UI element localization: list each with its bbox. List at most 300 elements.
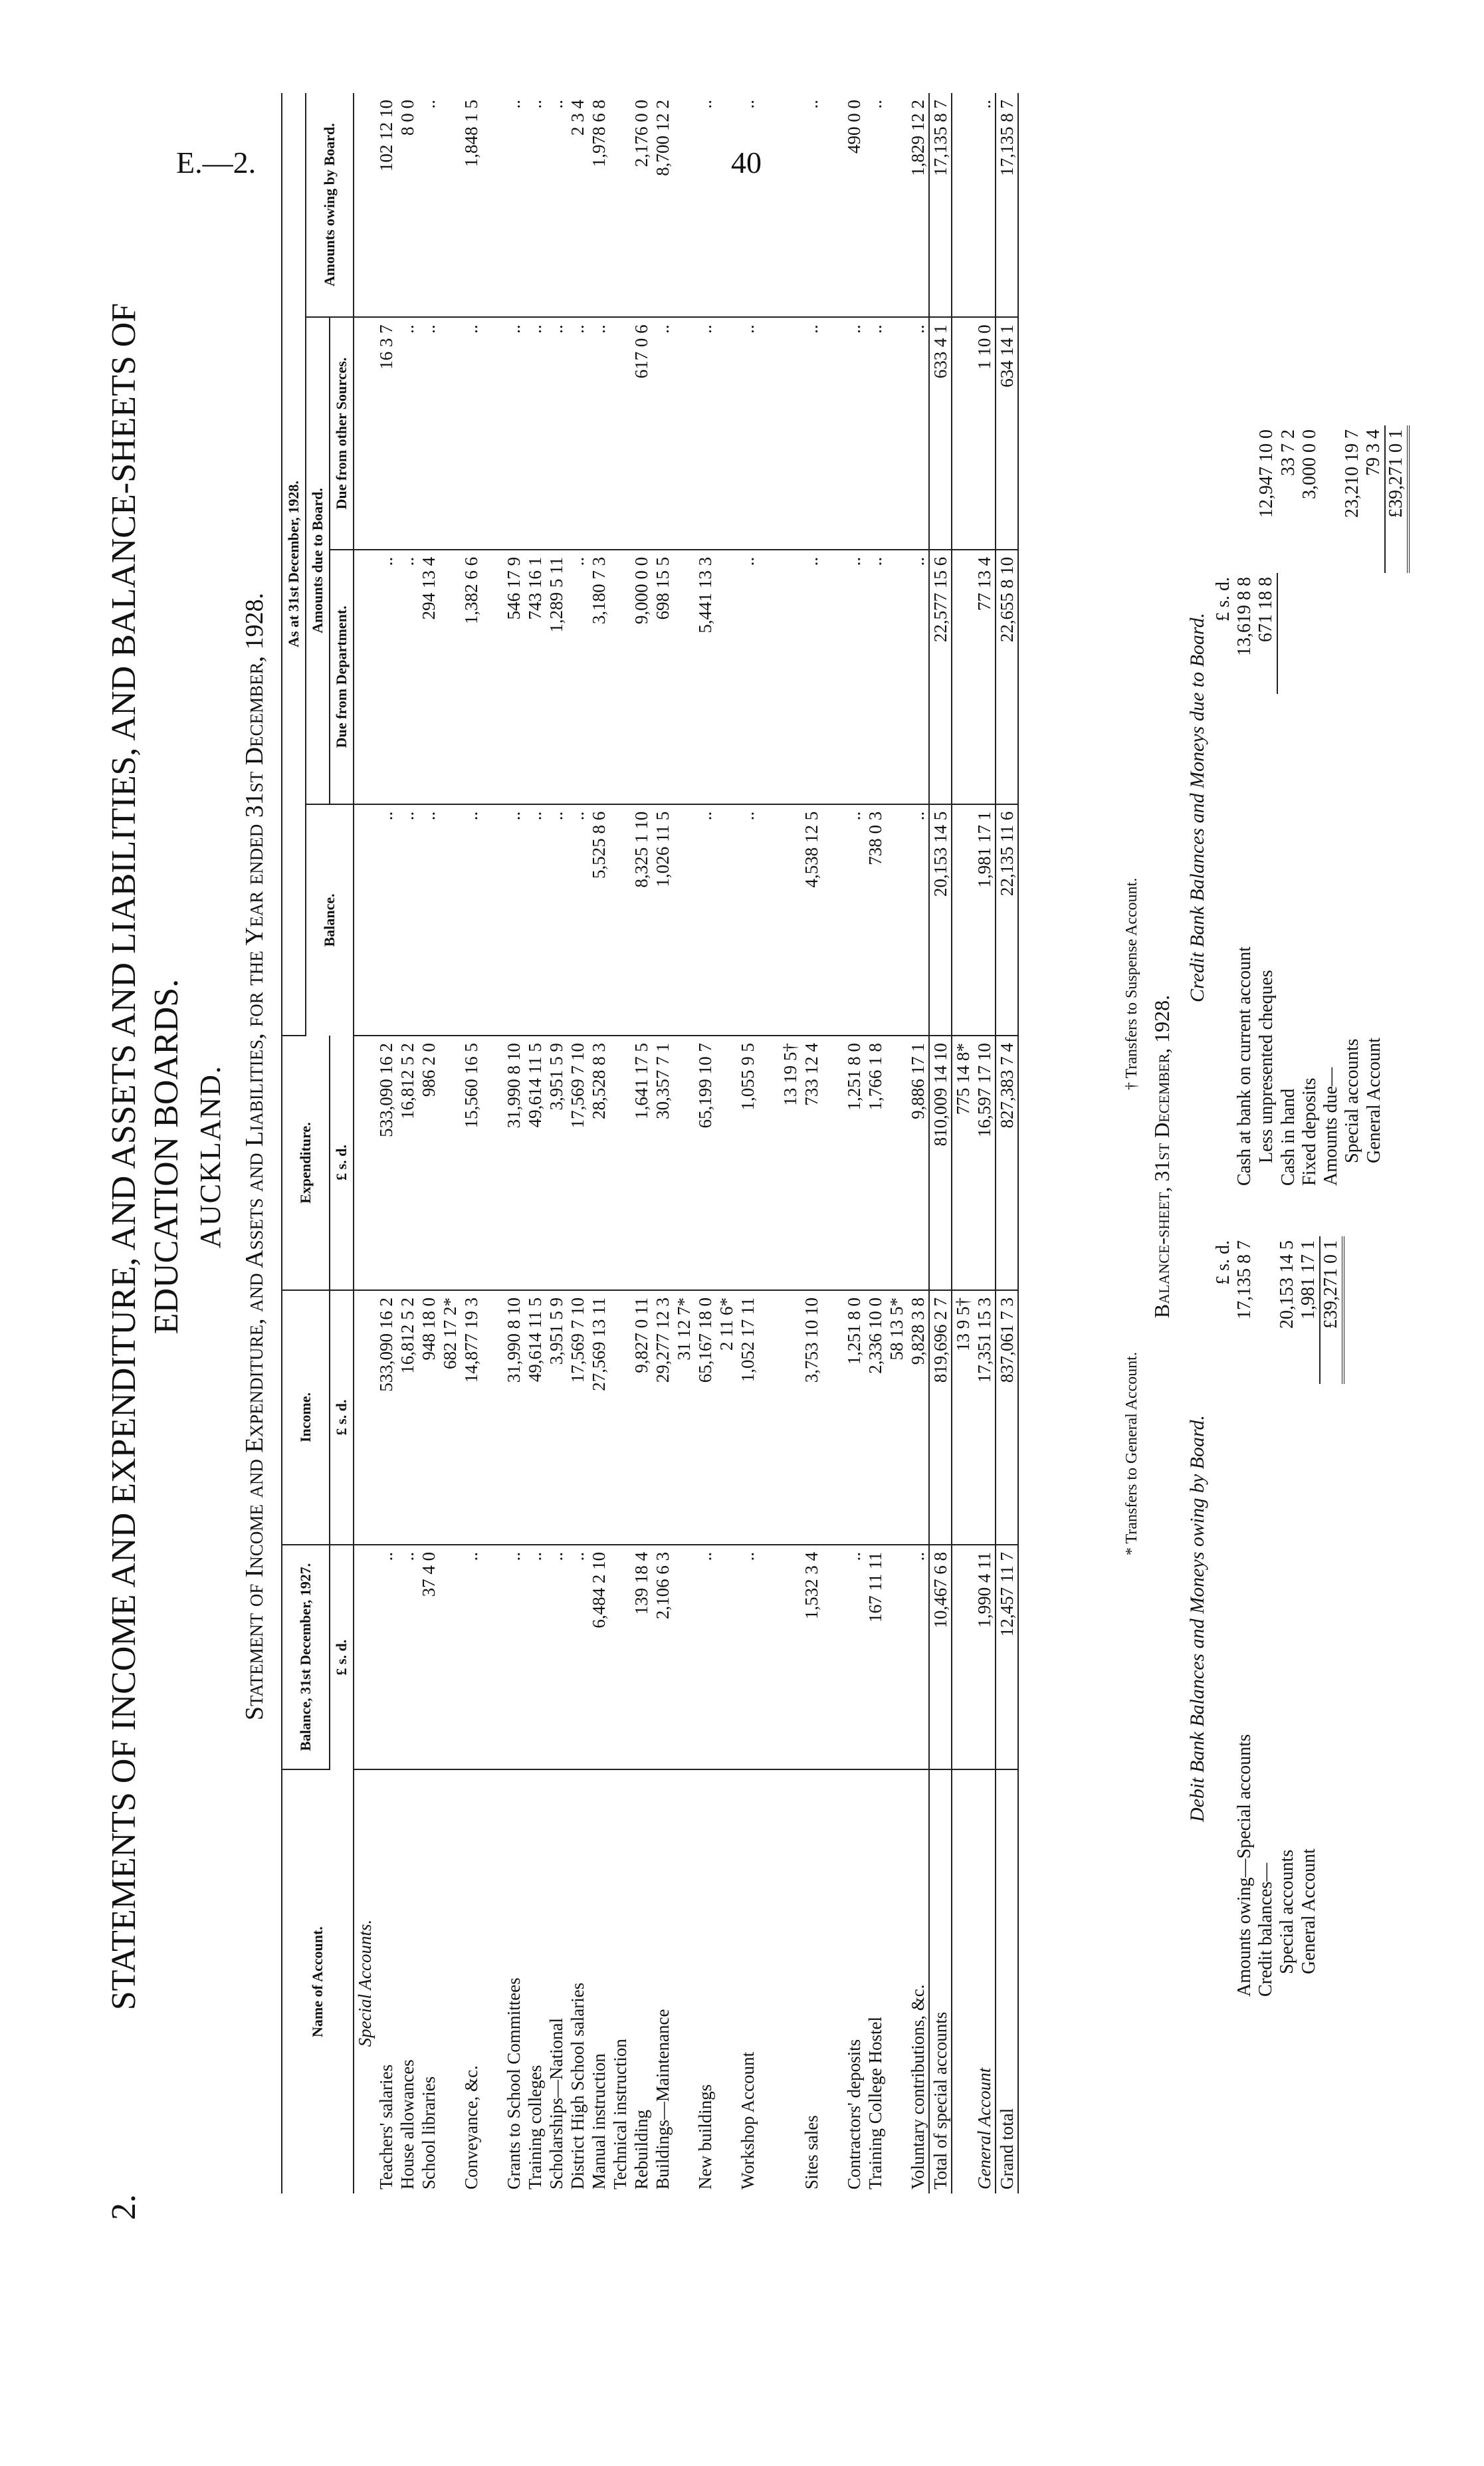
credit-total-row (1385, 425, 1408, 1190)
credit-subamount: 13,619 8 8 (1234, 577, 1255, 656)
cell-b27 (886, 1545, 907, 1769)
cell-dept (716, 550, 737, 804)
debit-amount (1255, 1236, 1277, 1384)
account-name: General Account (974, 2067, 994, 2189)
col-owing-by-board: Amounts owing by Board. (306, 93, 354, 317)
cell-b27: 167 11 11 (865, 1545, 886, 1769)
table-row (929, 93, 952, 2193)
col-name: Name of Account. (282, 1769, 354, 2193)
cell-inc: 16,812 5 2 (397, 1290, 418, 1545)
account-name (439, 1769, 461, 2193)
cell-inc: 31,990 8 10 (503, 1290, 524, 1545)
balance-sheet-debit (1186, 1236, 1344, 2001)
account-name: Rebuilding (631, 2110, 651, 2189)
cell-inc: 1,251 8 0 (843, 1290, 865, 1545)
cell-dept: 294 13 4 (418, 550, 439, 804)
account-name (952, 1769, 974, 2193)
cell-dept: 1,289 5 11 (546, 550, 567, 804)
debit-units: £ s. d. (1213, 1240, 1233, 1285)
cell-exp: 1,055 9 5 (737, 1036, 758, 1290)
page-number: 40 (731, 146, 762, 179)
cell-other: .. (843, 317, 865, 550)
cell-b27 (716, 1545, 737, 1769)
cell-other (886, 317, 907, 550)
col-balance: Balance. (306, 804, 354, 1036)
table-row (996, 93, 1018, 2193)
cell-dept (780, 550, 801, 804)
cell-inc: 9,828 3 8 (907, 1290, 929, 1545)
cell-exp: 13 19 5† (780, 1036, 801, 1290)
cell-bal (716, 804, 737, 1036)
cell-b27: 1,990 4 11 (974, 1545, 996, 1769)
cell-exp (609, 1036, 631, 1290)
cell-owing: 8 0 0 (397, 93, 418, 317)
cell-exp: 1,641 17 5 (631, 1036, 652, 1290)
credit-line (1234, 425, 1255, 1190)
spacer-row (482, 93, 503, 2193)
cell-other: .. (737, 317, 758, 550)
cell-inc: 533,090 16 2 (375, 1290, 397, 1545)
cell-inc: 819,696 2 7 (929, 1290, 952, 1545)
title-line-2: EDUCATION BOARDS. (148, 978, 185, 1335)
table-row (567, 93, 588, 2193)
col-expenditure: Expenditure. (282, 1036, 330, 1290)
account-name: Buildings—Maintenance (652, 2009, 673, 2189)
cell-b27: 10,467 6 8 (929, 1545, 952, 1769)
cell-other: .. (801, 317, 822, 550)
cell-inc: 13 9 5† (952, 1290, 974, 1545)
cell-b27: .. (546, 1545, 567, 1769)
cell-owing: .. (737, 93, 758, 317)
cell-exp: 16,812 5 2 (397, 1036, 418, 1290)
account-name (673, 1769, 694, 2193)
account-name: Conveyance, &c. (461, 2065, 481, 2189)
cell-bal: 1,026 11 5 (652, 804, 673, 1036)
cell-inc: 31 12 7* (673, 1290, 694, 1545)
account-name: Voluntary contributions, &c. (907, 1984, 928, 2189)
cell-dept: 546 17 9 (503, 550, 524, 804)
cell-exp (439, 1036, 461, 1290)
col-as-at: As at 31st December, 1928. (282, 93, 306, 1036)
cell-b27: 6,484 2 10 (588, 1545, 609, 1769)
credit-subamount (1342, 573, 1363, 694)
cell-bal: .. (737, 804, 758, 1036)
cell-owing: .. (694, 93, 716, 317)
cell-inc: 948 18 0 (418, 1290, 439, 1545)
cell-b27: .. (737, 1545, 758, 1769)
cell-dept: 9,000 0 0 (631, 550, 652, 804)
cell-dept: 1,382 6 6 (461, 550, 482, 804)
debit-label: Special accounts (1277, 1849, 1297, 1974)
cell-inc: 49,614 11 5 (524, 1290, 546, 1545)
section-label: Special Accounts. (354, 1919, 375, 2047)
cell-dept: .. (375, 550, 397, 804)
cell-bal (952, 804, 974, 1036)
credit-subamount (1299, 573, 1321, 694)
cell-inc: 17,351 15 3 (974, 1290, 996, 1545)
spacer-row (758, 93, 780, 2193)
cell-dept: 22,577 15 6 (929, 550, 952, 804)
cell-bal: .. (567, 804, 588, 1036)
account-name: Training colleges (524, 2065, 545, 2189)
credit-line (1277, 425, 1299, 1190)
cell-exp: 49,614 11 5 (524, 1036, 546, 1290)
cell-exp: 30,357 7 1 (652, 1036, 673, 1290)
cell-b27 (780, 1545, 801, 1769)
cell-owing (780, 93, 801, 317)
credit-line (1255, 425, 1277, 1190)
balance-sheet-title: Balance-sheet, 31st December, 1928. (1150, 994, 1174, 1319)
table-row (439, 93, 461, 2193)
section-number: 2. (105, 2194, 143, 2220)
cell-other: .. (567, 317, 588, 550)
main-title (103, 93, 188, 2220)
accounts-table-body (354, 93, 1018, 2193)
credit-amount: 3,000 0 0 (1299, 429, 1320, 499)
cell-dept: 3,180 7 3 (588, 550, 609, 804)
cell-b27: .. (694, 1545, 716, 1769)
cell-dept: .. (865, 550, 886, 804)
credit-line (1363, 425, 1385, 1190)
cell-inc: 682 17 2* (439, 1290, 461, 1545)
credit-label: General Account (1363, 1038, 1384, 1163)
cell-bal: 8,325 1 10 (631, 804, 652, 1036)
cell-other (780, 317, 801, 550)
report-code: E.—2. (176, 146, 257, 179)
cell-bal: .. (843, 804, 865, 1036)
credit-amount: 79 3 4 (1363, 429, 1384, 476)
table-row (631, 93, 652, 2193)
table-row (609, 93, 631, 2193)
cell-inc: 1,052 17 11 (737, 1290, 758, 1545)
cell-other: .. (546, 317, 567, 550)
debit-label: Amounts owing—Special accounts (1234, 1734, 1255, 1997)
cell-owing: 2 3 4 (567, 93, 588, 317)
cell-other (716, 317, 737, 550)
cell-bal: 22,135 11 6 (996, 804, 1018, 1036)
cell-dept: .. (843, 550, 865, 804)
cell-owing: .. (974, 93, 996, 317)
cell-dept (952, 550, 974, 804)
cell-exp: 31,990 8 10 (503, 1036, 524, 1290)
cell-owing: .. (418, 93, 439, 317)
cell-b27 (609, 1545, 631, 1769)
cell-dept: 22,655 8 10 (996, 550, 1018, 804)
credit-amount (1234, 425, 1255, 573)
accounts-table (281, 93, 1019, 2193)
table-row (673, 93, 694, 2193)
debit-line (1255, 1236, 1277, 2001)
account-name: Total of special accounts (929, 1769, 952, 2193)
credit-units: £ s. d. (1213, 577, 1233, 621)
credit-label: Less unpresented cheques (1255, 970, 1277, 1163)
cell-owing (952, 93, 974, 317)
debit-label: Credit balances— (1255, 1862, 1276, 1997)
cell-owing (673, 93, 694, 317)
table-row (652, 93, 673, 2193)
cell-owing: 8,700 12 2 (652, 93, 673, 317)
debit-amount: 1,981 17 1 (1298, 1240, 1319, 1319)
table-row (524, 93, 546, 2193)
credit-subamount (1363, 573, 1385, 694)
account-name: Training College Hostel (865, 2017, 885, 2189)
cell-exp: 16,597 17 10 (974, 1036, 996, 1290)
cell-owing: 1,978 6 8 (588, 93, 609, 317)
account-name: Scholarships—National (546, 2018, 566, 2189)
account-name: Sites sales (801, 2115, 821, 2189)
cell-inc (780, 1290, 801, 1545)
rotated-page-content (103, 93, 1432, 2220)
col-income: Income. (282, 1290, 330, 1545)
credit-label: Amounts due— (1321, 1067, 1341, 1186)
cell-b27 (952, 1545, 974, 1769)
col-due-to-board: Amounts due to Board. (306, 317, 330, 804)
credit-amount: 23,210 19 7 (1342, 429, 1362, 518)
cell-owing: 102 12 10 (375, 93, 397, 317)
table-row (418, 93, 439, 2193)
cell-exp: 733 12 4 (801, 1036, 822, 1290)
cell-other: .. (397, 317, 418, 550)
account-name (716, 1769, 737, 2193)
cell-other: 1 10 0 (974, 317, 996, 550)
credit-line (1321, 425, 1342, 1190)
cell-exp: 1,766 1 8 (865, 1036, 886, 1290)
cell-inc: 14,877 19 3 (461, 1290, 482, 1545)
cell-inc: 837,061 7 3 (996, 1290, 1018, 1545)
cell-bal: .. (907, 804, 929, 1036)
cell-b27: 139 18 4 (631, 1545, 652, 1769)
cell-owing: 490 0 0 (843, 93, 865, 317)
cell-other: .. (461, 317, 482, 550)
cell-other: 633 4 1 (929, 317, 952, 550)
cell-dept: .. (567, 550, 588, 804)
cell-owing: .. (865, 93, 886, 317)
cell-owing: .. (801, 93, 822, 317)
account-name: Teachers' salaries (375, 2064, 396, 2189)
table-row (461, 93, 482, 2193)
footnote-dagger: † Transfers to Suspense Account. (1123, 877, 1140, 1090)
account-name: New buildings (694, 2084, 715, 2189)
account-name: Contractors' deposits (843, 2039, 864, 2189)
account-name: House allowances (397, 2059, 417, 2189)
cell-dept: 5,441 13 3 (694, 550, 716, 804)
table-row (952, 93, 974, 2193)
account-name (886, 1769, 907, 2193)
account-name: Manual instruction (588, 2053, 609, 2189)
debit-heading: Debit Bank Balances and Moneys owing by Board. (1186, 1414, 1208, 1823)
cell-dept: .. (737, 550, 758, 804)
table-row (716, 93, 737, 2193)
cell-inc: 2,336 10 0 (865, 1290, 886, 1545)
table-row (737, 93, 758, 2193)
cell-other: .. (865, 317, 886, 550)
account-name: Grand total (996, 1769, 1018, 2193)
table-row (588, 93, 609, 2193)
cell-b27: .. (907, 1545, 929, 1769)
cell-inc: 17,569 7 10 (567, 1290, 588, 1545)
cell-bal: .. (397, 804, 418, 1036)
cell-exp (716, 1036, 737, 1290)
cell-owing: .. (503, 93, 524, 317)
cell-exp: 3,951 5 9 (546, 1036, 567, 1290)
cell-other: .. (907, 317, 929, 550)
cell-dept: .. (397, 550, 418, 804)
credit-label: Special accounts (1342, 1038, 1362, 1163)
cell-bal (673, 804, 694, 1036)
region-title: AUCKLAND. (194, 1065, 227, 1248)
cell-inc: 58 13 5* (886, 1290, 907, 1545)
debit-table (1213, 1236, 1344, 2001)
cell-inc (609, 1290, 631, 1545)
cell-exp: 15,560 16 5 (461, 1036, 482, 1290)
credit-label: Fixed deposits (1299, 1077, 1320, 1186)
cell-owing: 1,829 12 2 (907, 93, 929, 317)
credit-amount (1321, 425, 1342, 573)
cell-exp: 65,199 10 7 (694, 1036, 716, 1290)
cell-bal: .. (418, 804, 439, 1036)
cell-other (439, 317, 461, 550)
cell-dept: 743 16 1 (524, 550, 546, 804)
cell-owing: .. (524, 93, 546, 317)
cell-owing: 17,135 8 7 (996, 93, 1018, 317)
credit-amount: 33 7 2 (1277, 429, 1299, 476)
cell-b27: .. (397, 1545, 418, 1769)
cell-bal: 20,153 14 5 (929, 804, 952, 1036)
credit-subamount (1321, 573, 1342, 694)
cell-owing (609, 93, 631, 317)
credit-label: Cash in hand (1277, 1088, 1299, 1186)
table-row (375, 93, 397, 2193)
credit-label: Cash at bank on current account (1234, 947, 1255, 1186)
cell-other: 16 3 7 (375, 317, 397, 550)
cell-bal (886, 804, 907, 1036)
cell-other: .. (524, 317, 546, 550)
cell-dept (673, 550, 694, 804)
units-b27: £ s. d. (330, 1545, 354, 1769)
cell-b27: .. (461, 1545, 482, 1769)
credit-amount: 12,947 10 0 (1255, 429, 1277, 518)
cell-exp: 986 2 0 (418, 1036, 439, 1290)
col-balance-1927: Balance, 31st December, 1927. (282, 1545, 330, 1769)
debit-label: General Account (1298, 1849, 1319, 1974)
account-name: District High School salaries (567, 1982, 587, 2189)
cell-dept: 77 13 4 (974, 550, 996, 804)
debit-line (1277, 1236, 1298, 2001)
cell-b27: 1,532 3 4 (801, 1545, 822, 1769)
credit-subamount: 671 18 8 (1255, 573, 1277, 694)
table-row (694, 93, 716, 2193)
cell-bal (609, 804, 631, 1036)
cell-exp: 28,528 8 3 (588, 1036, 609, 1290)
cell-b27: .. (375, 1545, 397, 1769)
table-row (974, 93, 996, 2193)
statement-title: Statement of Income and Expenditure, and Assets and Liabilities, for the Year ended 31st December, 1928. (241, 592, 268, 1721)
table-row (546, 93, 567, 2193)
cell-inc: 3,951 5 9 (546, 1290, 567, 1545)
credit-total: £39,271 0 1 (1385, 425, 1408, 573)
table-row (397, 93, 418, 2193)
cell-bal (439, 804, 461, 1036)
debit-line (1298, 1236, 1320, 2001)
credit-line (1342, 425, 1363, 1190)
cell-inc: 3,753 10 10 (801, 1290, 822, 1545)
cell-owing (886, 93, 907, 317)
cell-other (609, 317, 631, 550)
cell-dept (609, 550, 631, 804)
cell-exp (886, 1036, 907, 1290)
cell-other: .. (694, 317, 716, 550)
cell-other: .. (588, 317, 609, 550)
cell-b27: 2,106 6 3 (652, 1545, 673, 1769)
cell-bal: .. (694, 804, 716, 1036)
units-exp: £ s. d. (330, 1036, 354, 1290)
cell-dept: .. (801, 550, 822, 804)
table-row (503, 93, 524, 2193)
cell-dept: .. (907, 550, 929, 804)
cell-b27: 12,457 11 7 (996, 1545, 1018, 1769)
debit-total-row (1320, 1236, 1343, 2001)
credit-subamount (1277, 573, 1299, 694)
cell-inc: 29,277 12 3 (652, 1290, 673, 1545)
cell-bal (780, 804, 801, 1036)
cell-other: .. (652, 317, 673, 550)
spacer-row (822, 93, 843, 2193)
cell-bal: 5,525 8 6 (588, 804, 609, 1036)
cell-other (952, 317, 974, 550)
debit-line (1234, 1236, 1255, 2001)
cell-b27 (673, 1545, 694, 1769)
cell-inc: 2 11 6* (716, 1290, 737, 1545)
cell-exp: 810,009 14 10 (929, 1036, 952, 1290)
cell-b27: 37 4 0 (418, 1545, 439, 1769)
table-row (907, 93, 929, 2193)
account-name: Grants to School Committees (503, 1977, 524, 2189)
cell-dept (439, 550, 461, 804)
cell-owing: 1,848 1 5 (461, 93, 482, 317)
account-name: Workshop Account (737, 2051, 758, 2189)
footnote-star: * Transfers to General Account. (1123, 1352, 1140, 1555)
cell-bal: .. (461, 804, 482, 1036)
credit-table (1213, 425, 1410, 1190)
table-row (865, 93, 886, 2193)
cell-bal: .. (375, 804, 397, 1036)
debit-total: £39,271 0 1 (1320, 1236, 1343, 1384)
cell-exp: 827,383 7 4 (996, 1036, 1018, 1290)
cell-other: 617 0 6 (631, 317, 652, 550)
cell-inc: 27,569 13 11 (588, 1290, 609, 1545)
col-due-other: Due from other Sources. (330, 317, 354, 550)
cell-bal: .. (503, 804, 524, 1036)
cell-exp: 9,886 17 1 (907, 1036, 929, 1290)
account-name: School libraries (418, 2076, 439, 2189)
credit-line (1299, 425, 1321, 1190)
cell-other: 634 14 1 (996, 317, 1018, 550)
cell-b27 (439, 1545, 461, 1769)
balance-sheet-credit (1186, 425, 1410, 1190)
col-due-dept: Due from Department. (330, 550, 354, 804)
table-row (886, 93, 907, 2193)
table-row (801, 93, 822, 2193)
cell-bal: .. (524, 804, 546, 1036)
cell-bal: .. (546, 804, 567, 1036)
cell-bal: 4,538 12 5 (801, 804, 822, 1036)
cell-dept (886, 550, 907, 804)
account-name: Technical instruction (609, 2039, 630, 2189)
cell-b27: .. (503, 1545, 524, 1769)
cell-b27: .. (567, 1545, 588, 1769)
cell-exp: 775 14 8* (952, 1036, 974, 1290)
credit-heading: Credit Bank Balances and Moneys due to Board. (1186, 613, 1208, 1002)
